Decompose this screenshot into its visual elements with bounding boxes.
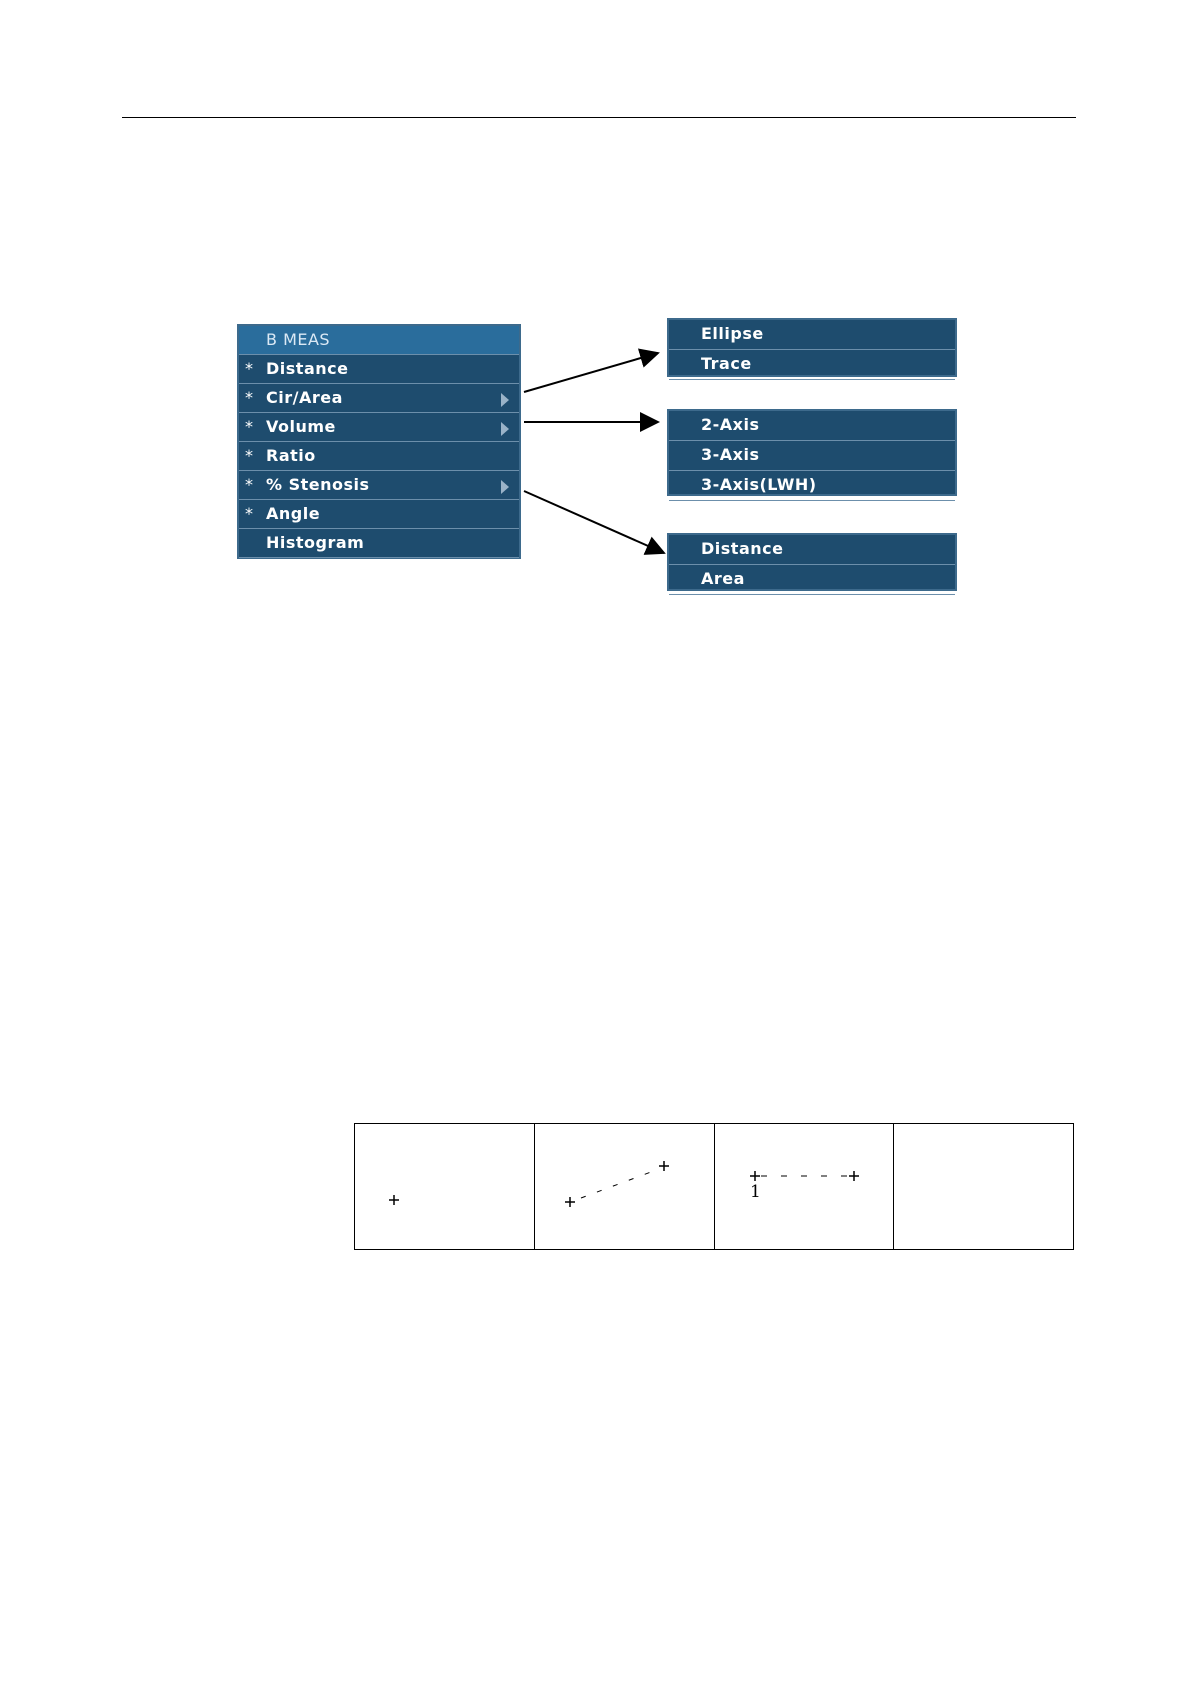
arrow-cir-area: [524, 353, 658, 392]
demo-cell-labeled-line: [714, 1124, 894, 1250]
menu-item-label: Angle: [266, 504, 321, 523]
menu-item-label: Volume: [266, 417, 336, 436]
cursor-plus-icon: [750, 1171, 760, 1181]
menu-item-label: Ratio: [266, 446, 316, 465]
star-marker: *: [245, 446, 254, 465]
submenu-item-label: Trace: [701, 354, 752, 373]
demo-cell-single-cursor: [355, 1124, 535, 1250]
star-marker: *: [245, 504, 254, 523]
star-marker: *: [245, 388, 254, 407]
cursor-plus-icon: [849, 1171, 859, 1181]
submenu-item-label: 3-Axis: [701, 445, 760, 464]
cursor-plus-icon: [565, 1197, 575, 1207]
menu-item-label: Histogram: [266, 533, 365, 552]
demo-cell-empty: [894, 1124, 1074, 1250]
demo-cell-oblique-line: [534, 1124, 714, 1250]
cursor-plus-icon: [659, 1161, 669, 1171]
connector-arrows: [0, 0, 1191, 700]
cursor-plus-icon: [389, 1195, 399, 1205]
measurement-number-label: 1: [749, 1182, 761, 1202]
submenu-item-label: Ellipse: [701, 324, 764, 343]
menu-item-label: Distance: [266, 359, 349, 378]
submenu-item-label: 3-Axis(LWH): [701, 475, 817, 494]
submenu-item-label: Distance: [701, 539, 784, 558]
star-marker: *: [245, 417, 254, 436]
menu-item-label: Cir/Area: [266, 388, 343, 407]
dashed-measure-line: [581, 1169, 659, 1198]
menu-title-label: B MEAS: [266, 330, 331, 349]
arrow-stenosis: [524, 491, 664, 553]
cursor-demo-table: [354, 1123, 1074, 1250]
submenu-item-label: 2-Axis: [701, 415, 760, 434]
star-marker: *: [245, 359, 254, 378]
star-marker: *: [245, 475, 254, 494]
menu-item-label: % Stenosis: [266, 475, 370, 494]
submenu-item-label: Area: [701, 569, 745, 588]
